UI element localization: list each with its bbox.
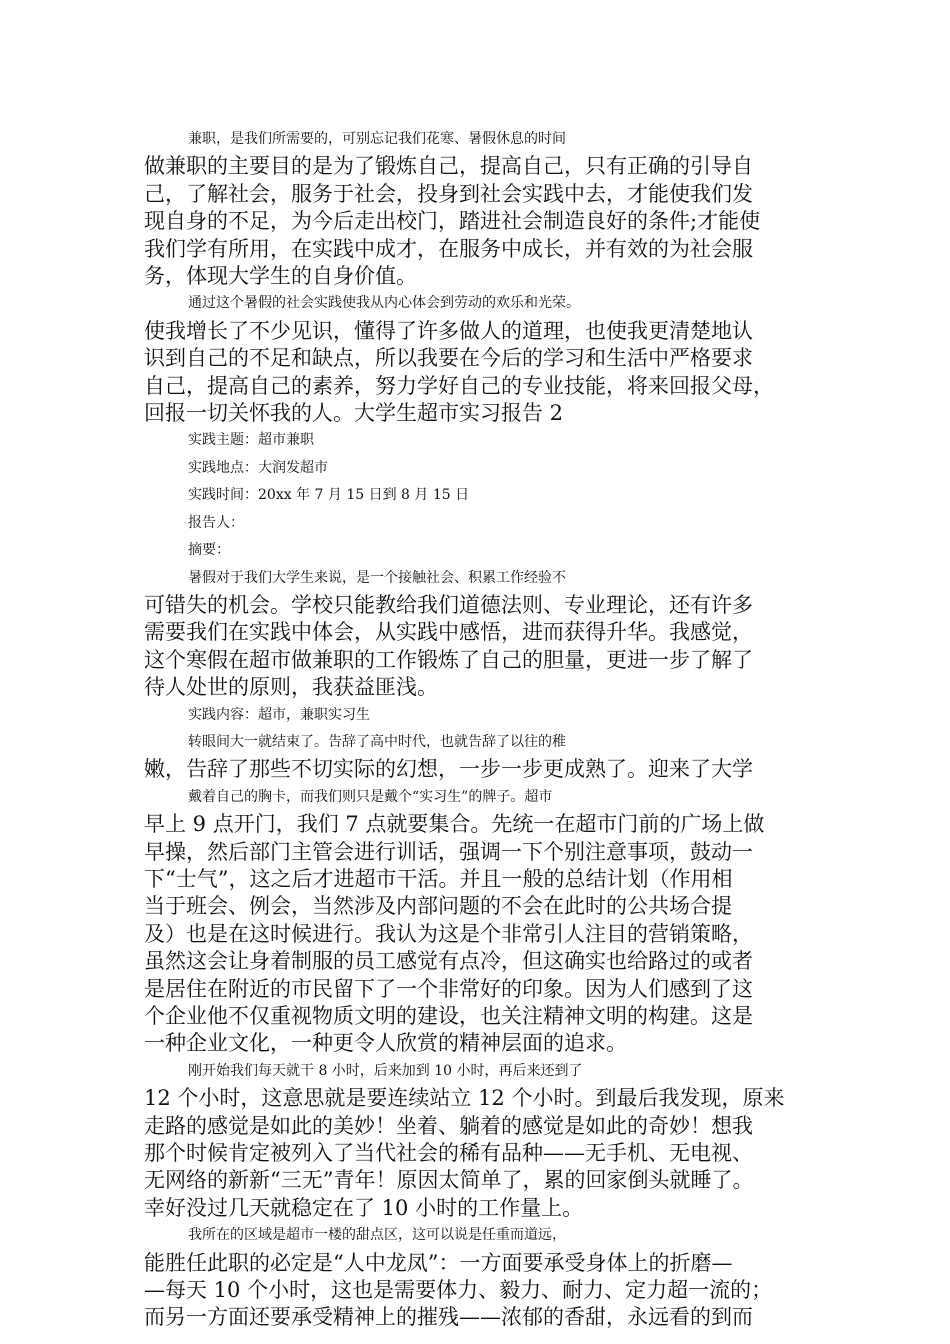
text-line: 需要我们在实践中体会，从实践中感悟，进而获得升华。我感觉， [144,620,753,645]
text-line: 务，体现大学生的自身价值。 [144,264,417,289]
text-line: 可错失的机会。学校只能教给我们道德法则、专业理论，还有许多 [144,592,753,617]
text-line: 及）也是在这时候进行。我认为这是个非常引人注目的营销策略， [144,921,753,946]
text-line: 那个时候肯定被列入了当代社会的稀有品种——无手机、无电视、 [144,1141,753,1166]
text-line: 现自身的不足，为今后走出校门，踏进社会制造良好的条件;才能使 [144,209,761,234]
text-line: 己，了解社会，服务于社会，投身到社会实践中去，才能使我们发 [144,181,753,206]
document-body [144,126,824,1332]
text-line: 能胜任此职的必定是“人中龙凤”：一方面要承受身体上的折磨— [144,1250,733,1275]
text-line: 通过这个暑假的社会实践使我从内心体会到劳动的欢乐和光荣。 [188,295,580,312]
text-line: 当于班会、例会，当然涉及内部问题的不会在此时的公共场合提 [144,894,732,919]
text-line: 早操，然后部门主管会进行训话，强调一下个别注意事项，鼓动一 [144,839,753,864]
text-line: 实践时间：20xx 年 7 月 15 日到 8 月 15 日 [188,487,470,504]
text-line: 报告人： [188,514,244,531]
text-line: 是居住在附近的市民留下了一个非常好的印象。因为人们感到了这 [144,976,753,1001]
text-line: 实践地点：大润发超市 [188,459,328,476]
text-line: 我们学有所用，在实践中成才，在服务中成长，并有效的为社会服 [144,236,753,261]
text-line: 嫩，告辞了那些不切实际的幻想，一步一步更成熟了。迎来了大学 [144,757,753,782]
text-line: 戴着自己的胸卡，而我们则只是戴个“实习生”的牌子。超市 [188,788,553,805]
text-line: 一种企业文化，一种更令人欣赏的精神层面的追求。 [144,1031,627,1056]
text-line: 刚开始我们每天就干 8 小时，后来加到 10 小时，再后来还到了 [188,1062,583,1079]
text-line: 回报一切关怀我的人。大学生超市实习报告 2 [144,401,564,426]
text-line: 幸好没过几天就稳定在了 10 小时的工作量上。 [144,1195,584,1220]
text-line: 自己，提高自己的素养，努力学好自己的专业技能，将来回报父母， [144,373,774,398]
text-line: 识到自己的不足和缺点，所以我要在今后的学习和生活中严格要求 [144,346,753,371]
text-line: 无网络的新新“三无”青年！原因太简单了，累的回家倒头就睡了。 [144,1168,754,1193]
text-line: 个企业他不仅重视物质文明的建设，也关注精神文明的构建。这是 [144,1004,753,1028]
text-line: 虽然这会让身着制服的员工感觉有点冷，但这确实也给路过的或者 [144,949,753,974]
text-line: 早上 9 点开门，我们 7 点就要集合。先统一在超市门前的广场上做 [144,812,765,837]
text-line: 兼职，是我们所需要的，可别忘记我们花寒、暑假休息的时间 [188,131,566,147]
text-line: 走路的感觉是如此的美妙！坐着、躺着的感觉是如此的奇妙！想我 [144,1113,753,1138]
text-line: 做兼职的主要目的是为了锻炼自己，提高自己，只有正确的引导自 [144,154,753,179]
text-line: 我所在的区域是超市一楼的甜点区，这可以说是任重而道远， [188,1227,566,1244]
text-line: 这个寒假在超市做兼职的工作锻炼了自己的胆量，更进一步了解了 [144,647,753,672]
text-line: 摘要： [188,542,230,559]
text-line: 实践内容：超市，兼职实习生 [188,706,370,723]
text-line: 实践主题：超市兼职 [188,432,314,449]
text-line: 转眼间大一就结束了。告辞了高中时代，也就告辞了以往的稚 [188,733,566,750]
text-line: 待人处世的原则，我获益匪浅。 [144,675,438,700]
text-line: 而另一方面还要承受精神上的摧残——浓郁的香甜，永远看的到而 [144,1305,753,1330]
text-line: 下“士气”，这之后才进超市干活。并且一般的总结计划（作用相 [144,866,733,891]
text-line: 暑假对于我们大学生来说，是一个接触社会、积累工作经验不 [188,569,566,586]
text-line: 12 个小时，这意思就是要连续站立 12 个小时。到最后我发现，原来 [144,1086,785,1111]
text-line: 使我增长了不少见识，懂得了许多做人的道理，也使我更清楚地认 [144,318,753,343]
text-line: —每天 10 个小时，这也是需要体力、毅力、耐力、定力超一流的； [144,1278,773,1303]
